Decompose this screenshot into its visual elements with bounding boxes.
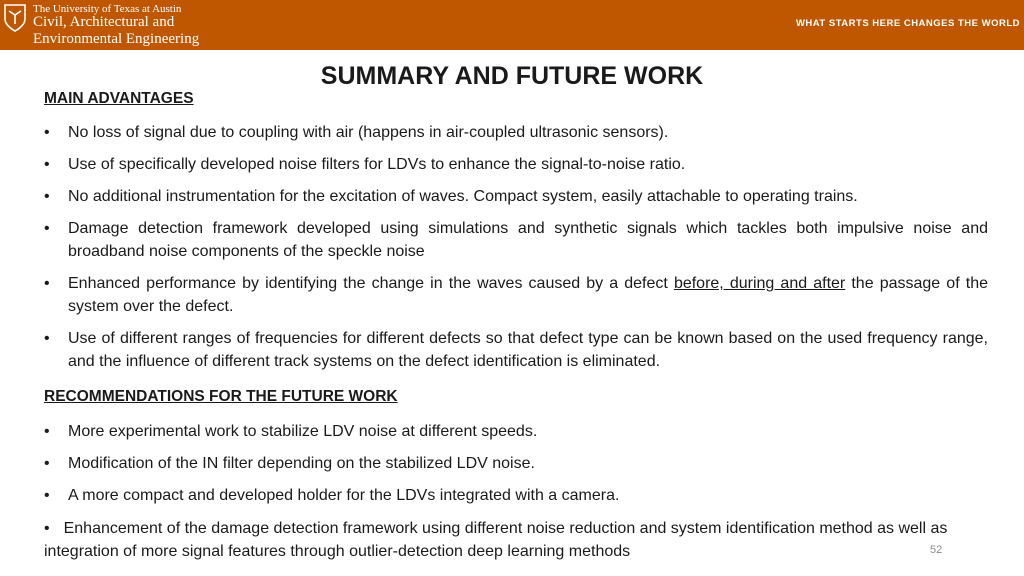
- list-item: • No additional instrumentation for the excitation of waves. Compact system, easily attachable to operating trains.: [44, 185, 988, 208]
- slide-title: SUMMARY AND FUTURE WORK: [320, 62, 704, 90]
- list-item: • Damage detection framework developed using simulations and synthetic signals which tackles both impulsive noise and broadband noise components of the speckle noise: [44, 217, 988, 263]
- bullet: •: [44, 156, 50, 173]
- bullet: •: [44, 455, 50, 472]
- slide-header: [0, 0, 1024, 50]
- list-item: • Enhanced performance by identifying the change in the waves caused by a defect before, during and after the passage of the system over the defect.: [44, 272, 988, 318]
- university-name: The University of Texas at Austin: [33, 3, 182, 15]
- advantages-list: [44, 121, 988, 382]
- recommendations-list: [44, 420, 988, 516]
- list-item: • Modification of the IN filter depending on the stabilized LDV noise.: [44, 452, 988, 475]
- list-item: • A more compact and developed holder for the LDVs integrated with a camera.: [44, 484, 988, 507]
- bullet: •: [44, 220, 50, 237]
- advantages-heading: MAIN ADVANTAGES: [44, 90, 194, 107]
- bullet: •: [44, 487, 50, 504]
- recommendations-heading: RECOMMENDATIONS FOR THE FUTURE WORK: [44, 388, 398, 405]
- bullet: •: [44, 423, 50, 440]
- list-item: • More experimental work to stabilize LDV noise at different speeds.: [44, 420, 988, 443]
- list-item: • Enhancement of the damage detection framework using different noise reduction and system identification method as well as integration of more signal features through outlier-detection deep learning methods: [44, 520, 948, 560]
- bullet: •: [44, 520, 50, 537]
- bullet: •: [44, 124, 50, 141]
- bullet: •: [44, 275, 50, 292]
- page-number: 52: [930, 544, 943, 556]
- tagline: WHAT STARTS HERE CHANGES THE WORLD: [795, 18, 1020, 29]
- underlined-phrase: before, during and after: [673, 275, 846, 292]
- list-item: • No loss of signal due to coupling with air (happens in air-coupled ultrasonic sensors).: [44, 121, 988, 144]
- bullet: •: [44, 188, 50, 205]
- university-seal-icon: [4, 4, 26, 32]
- bullet: •: [44, 330, 50, 347]
- department-name-line2: Environmental Engineering: [33, 31, 200, 47]
- list-item: • Use of different ranges of frequencies for different defects so that defect type can be known based on the used frequency range, and the influence of different track systems on the defect identification is eliminated.: [44, 327, 988, 373]
- department-name-line1: Civil, Architectural and: [33, 14, 175, 30]
- list-item: • Use of specifically developed noise filters for LDVs to enhance the signal-to-noise ratio.: [44, 153, 988, 176]
